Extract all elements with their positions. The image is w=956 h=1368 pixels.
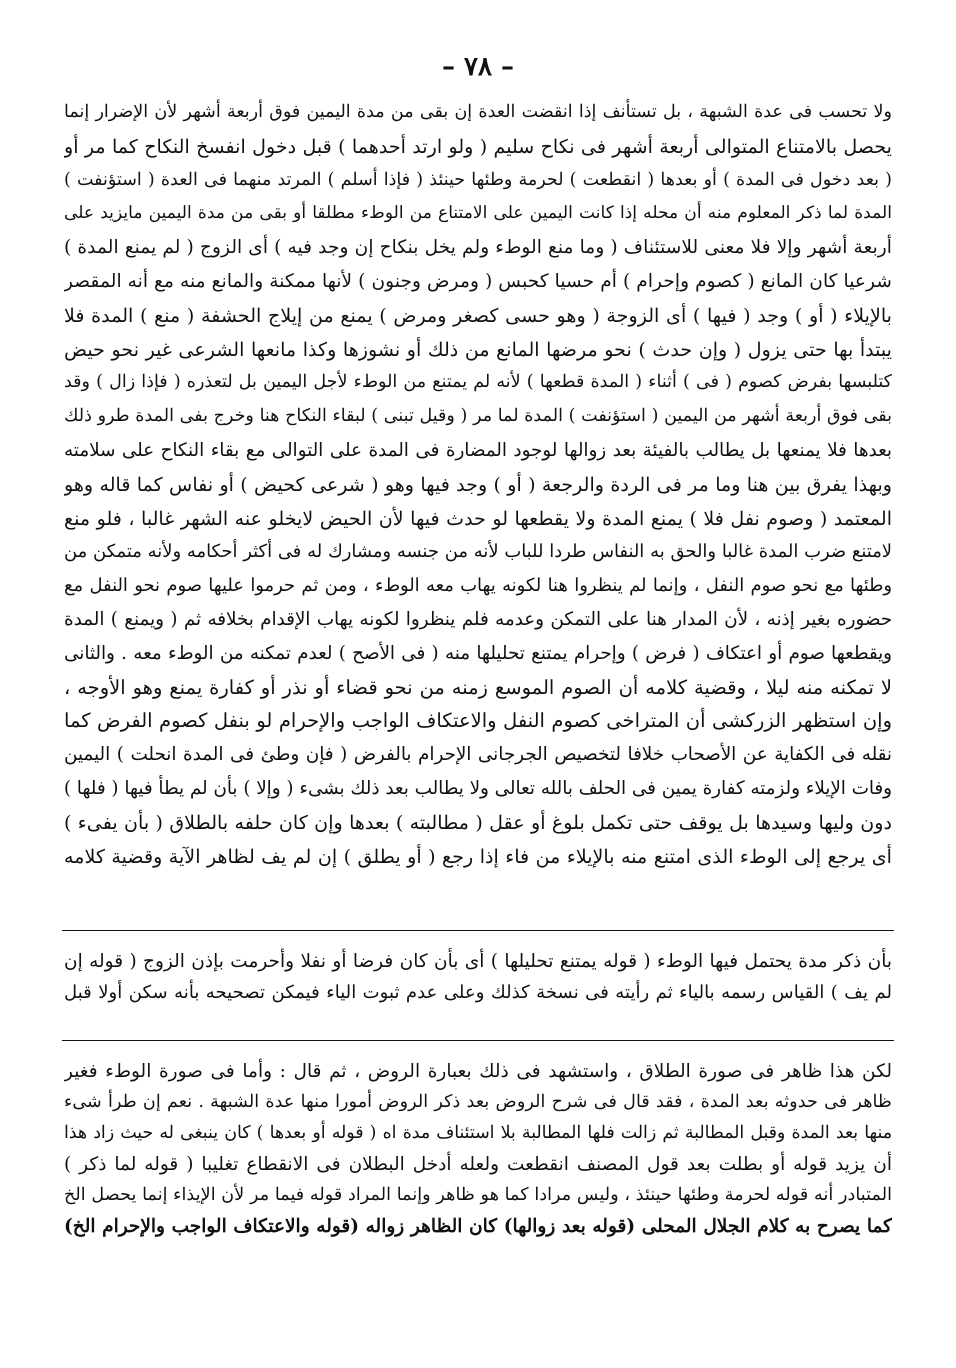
text-line: نقله فى الكفاية عن الأصحاب خلافا لتخصيص الجرجانى الإحرام بالفرض ( فإن وطئ فى المدة انحلت ) اليمين <box>64 744 892 766</box>
footnote-line: بأن ذكر مدة يحتمل فيها الوطء ( قوله يمتنع تحليلها ) أى بأن كان فرضا أو نفلا وأحرمت بإذن الزوج ( قوله إن <box>64 951 892 972</box>
footnote-line: أن يزيد قوله أو بطلت بعد قول المصنف انقطعت ولعله أدخل البطلان فى الانقطاع تغليبا ( قوله لما ذكر ) <box>64 1154 892 1175</box>
text-line: وإن استظهر الزركشى أن المتراخى كصوم النفل والاعتكاف الواجب والإحرام لو بنفل كصوم الفرض كما <box>64 709 892 733</box>
text-line: لامتنع ضرب المدة غالبا والحق به النفاس طردا للباب لأنه من جنسه ومشارك له فى أكثر أحكامه ولأنه متمكن من <box>64 541 892 563</box>
text-line: يحصل بالامتناع المتوالى أربعة أشهر فى نكاح سليم ( ولو ارتد أحدهما ) قبل دخول انفسخ النكاح كما مر أو <box>64 134 892 158</box>
text-line: وبهذا يفرق بين هنا وما مر فى الردة والرجعة ( أو ) وجد فيها وهو ( شرعى كحيض ) أو نفاس كما قاله وهو <box>64 472 892 496</box>
text-line: ( بعد دخول فى المدة ) أو بعدها ( انقطعت ) لحرمة وطئها حينئذ ( فإذا أسلم ) المرتد منهما فى العدة ( استؤنفت ) <box>64 169 892 190</box>
text-line: يبتدأ بها حتى يزول ( وإن حدث ) نحو مرضها المانع من ذلك أو نشوزها وكذا مانعها الشرعى غير نحو حيض <box>64 337 892 361</box>
text-line: حضوره بغير إذنه ، لأن المدار هنا على التمكن وعدمه فلم ينظروا لكونه يهاب الإقدام بخلافه ثم ( ويمنع ) المدة <box>64 608 892 630</box>
text-line: أربعة أشهر وإلا فلا معنى للاستئناف ( وما منع الوطء ولم يخل بنكاح إن وجد فيه ) أى الزوج ( لم يمنع المدة ) <box>64 237 892 259</box>
text-line: شرعيا كان المانع ( كصوم وإحرام ) أم حسيا كحبس ( ومرض وجنون ) لأنها ممكنة والمانع منه مع أنه المقصر <box>64 270 892 292</box>
footnote-line: كما يصرح به كلام الجلال المحلى (قوله بعد زوالها) كان الظاهر زواله (قوله والاعتكاف الواجب والإحرام الخ) <box>64 1216 892 1237</box>
text-line: أى يرجع إلى الوطء الذى امتنع منه بالإيلاء من فاء إذا رجع ( أو يطلق ) إن لم يف لظاهر الآية وقضية كلامه <box>64 844 892 868</box>
text-line: بعدها فلا يمنعها بل يطالب بالفيئة بعد زوالها لوجود المضارة فى المدة على التوالى مع بقاء النكاح على سلامته <box>64 439 892 461</box>
text-line: لا تمكنه منه ليلا ، وقضية كلامه أن الصوم الموسع زمنه من نحو قضاء أو نذر أو كفارة يمنع وهو الأوجه ، <box>64 675 892 699</box>
footnote-separator-rule-second <box>62 1040 894 1041</box>
footnote-line: ظاهر فى حدوثه بعد المدة ، فقد قال فى شرح الروض بعد ذكر الروض أمورا منها عدة الشبهة . نعم إن طرأ شىء <box>64 1092 892 1112</box>
footnote-line: لكن هذا ظاهر فى صورة الطلاق ، واستشهد فى ذلك بعبارة الروض ، ثم قال : وأما فى صورة الوطء فغير <box>64 1061 892 1082</box>
text-line: ولا تحسب فى عدة الشبهة ، بل تستأنف إذا انقضت العدة إن بقى من مدة اليمين فوق أربعة أشهر لأن الإضرار إنما <box>64 102 892 122</box>
text-line: كتلبسها بفرض كصوم ( فى ) أثناء ( المدة قطعها ) لأنه لم يمتنع من الوطء لأجل اليمين بل لتعذره ( فإذا زال ) وقد <box>64 372 892 393</box>
page-number: – ٧٨ – <box>441 52 515 82</box>
text-line: بالإيلاء ( أو ) وجد ( فيها ) أى الزوجة ( وهو حسى كصغر ومرض ) يمنع من إيلاج الحشفة ( منع ) المدة فلا <box>64 303 892 327</box>
text-line: دون وليها وسيدها بل يوقف حتى تكمل بلوغ أو عقل ( مطالبته ) بعدها وإن كان حلفه بالطلاق ( بأن يفىء ) <box>64 810 892 834</box>
footnote-separator-rule <box>62 930 894 931</box>
text-line: وطئها مع نحو صوم النفل ، وإنما لم ينظروا هنا لكونه يهاب معه الوطء ، ومن ثم حرموا عليها صوم نحو النفل مع <box>64 575 892 597</box>
footnote-line: لم يف ) القياس رسمه بالياء ثم رأيته فى نسخة كذلك وعلى عدم ثبوت الياء فيمكن تصحيحه بأنه سكن أولا قبل <box>64 982 892 1003</box>
main-text-block <box>64 96 892 873</box>
text-line: المدة لما ذكر المعلوم منه أن محله إذا كانت اليمين على الامتناع من الوطء مطلقا أو بقى من مدة اليمين مايزيد على <box>64 203 892 224</box>
footnote-line: المتبادر أنه قوله لحرمة وطئها حينئذ ، وليس مرادا كما هو ظاهر وإنما المراد قوله فيما مر لأن الإيذاء إنما يحصل الخ <box>64 1185 892 1205</box>
footnote-block-second <box>64 1056 892 1242</box>
text-line: بقى فوق أربعة أشهر من اليمين ( استؤنفت ) المدة لما مر ( وقيل تبنى ) لبقاء النكاح هنا وخرج بفى المدة طرو ذلك <box>64 406 892 427</box>
text-line: وفات الإيلاء ولزمته كفارة يمين فى الحلف بالله تعالى ولا يطالب بعد ذلك بشىء ( وإلا ) بأن لم يطأ فيها ( فلها ) <box>64 777 892 799</box>
text-line: ويقطعها صوم أو اعتكاف ( فرض ) وإحرام يمتنع تحليلها منه ( فى الأصح ) لعدم تمكنه من الوطء معه . والثانى <box>64 642 892 664</box>
text-line: المعتمد ( وصوم نفل فلا ) يمنع المدة ولا يقطعها لو حدث فيها لأن الحيض لايخلو عنه الشهر غالبا ، فلو منع <box>64 506 892 530</box>
footnote-block-first <box>64 946 892 1008</box>
footnote-line: منها بعد المدة وقبل المطالبة ثم زالت فلها المطالبة بلا استئناف مدة اه ( قوله أو بعدها ) كان ينبغى له حيث زاد هذا <box>64 1123 892 1143</box>
